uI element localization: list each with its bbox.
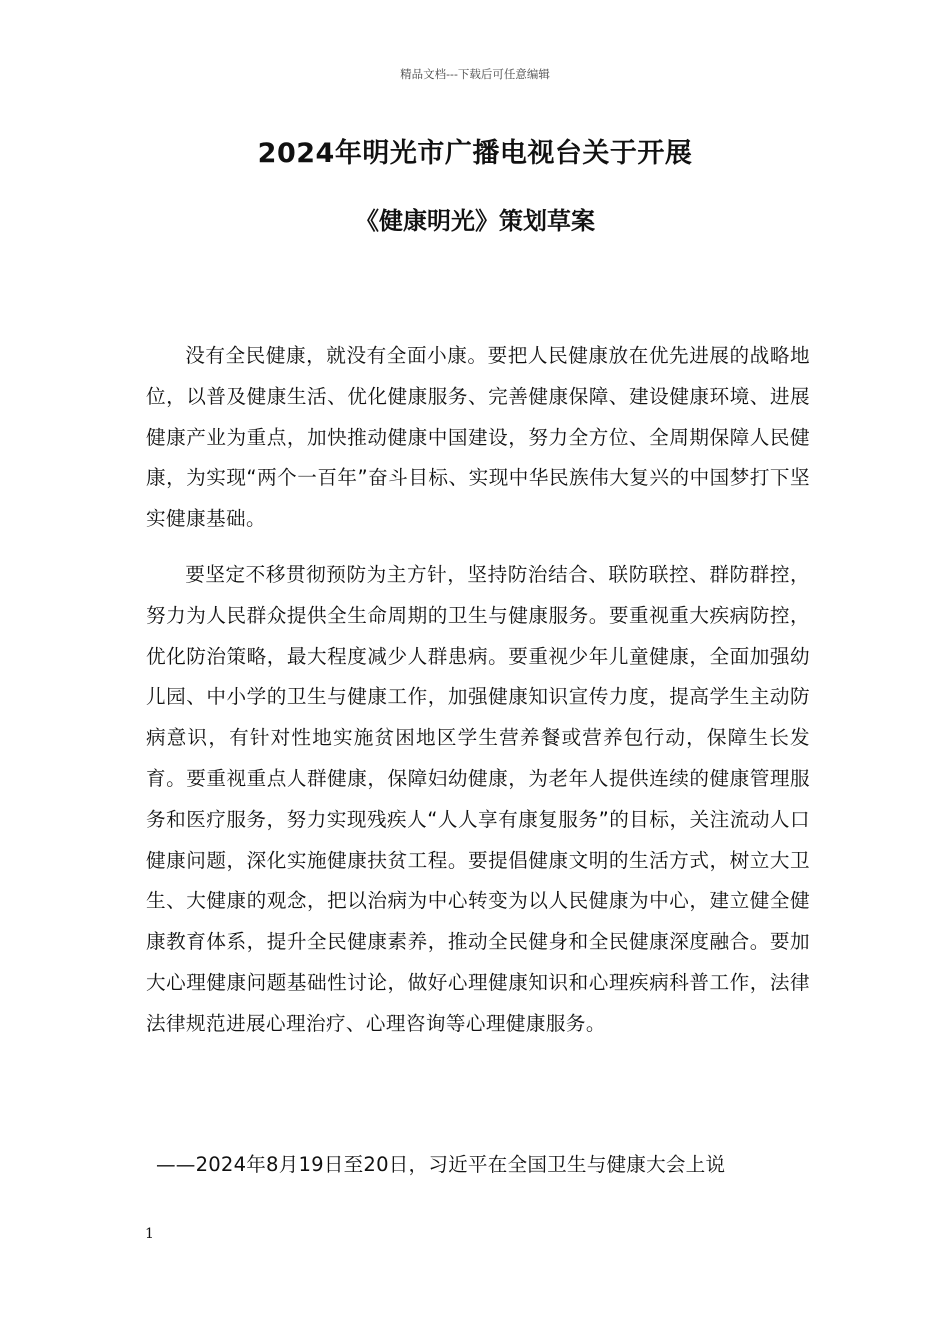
body-paragraph-1: 没有全民健康，就没有全面小康。要把人民健康放在优先进展的战略地位，以普及健康生活、优化健康服务、完善健康保障、建设健康环境、进展健康产业为重点，加快推动健康中国建设，努力全方位、全周期保障人民健康，为实现“两个一百年”奋斗目标、实现中华民族伟大复兴的中国梦打下坚实健康基础。 <box>146 344 810 531</box>
page-title-line-2: 《健康明光》策划草案 <box>355 207 595 235</box>
header-note: 精品文档---下载后可任意编辑 <box>400 67 550 81</box>
body-paragraph-2: 要坚定不移贯彻预防为主方针，坚持防治结合、联防联控、群防群控，努力为人民群众提供全生命周期的卫生与健康服务。要重视重大疾病防控，优化防治策略，最大程度减少人群患病。要重视少年儿童健康，全面加强幼儿园、中小学的卫生与健康工作，加强健康知识宣传力度，提高学生主动防病意识，有针对性地实施贫困地区学生营养餐或营养包行动，保障生长发育。要重视重点人群健康，保障妇幼健康，为老年人提供连续的健康管理服务和医疗服务，努力实现残疾人“人人享有康复服务”的目标，关注流动人口健康问题，深化实施健康扶贫工程。要提倡健康文明的生活方式，树立大卫生、大健康的观念，把以治病为中心转变为以人民健康为中心，建立健全健康教育体系，提升全民健康素养，推动全民健身和全民健康深度融合。要加大心理健康问题基础性讨论，做好心理健康知识和心理疾病科普工作，法律法律规范进展心理治疗、心理咨询等心理健康服务。 <box>146 563 810 1035</box>
quote-source: ——2024年8月19日至20日，习近平在全国卫生与健康大会上说 <box>156 1153 726 1176</box>
page-number: 1 <box>145 1226 154 1242</box>
page-title-line-1: 2024年明光市广播电视台关于开展 <box>257 138 693 169</box>
